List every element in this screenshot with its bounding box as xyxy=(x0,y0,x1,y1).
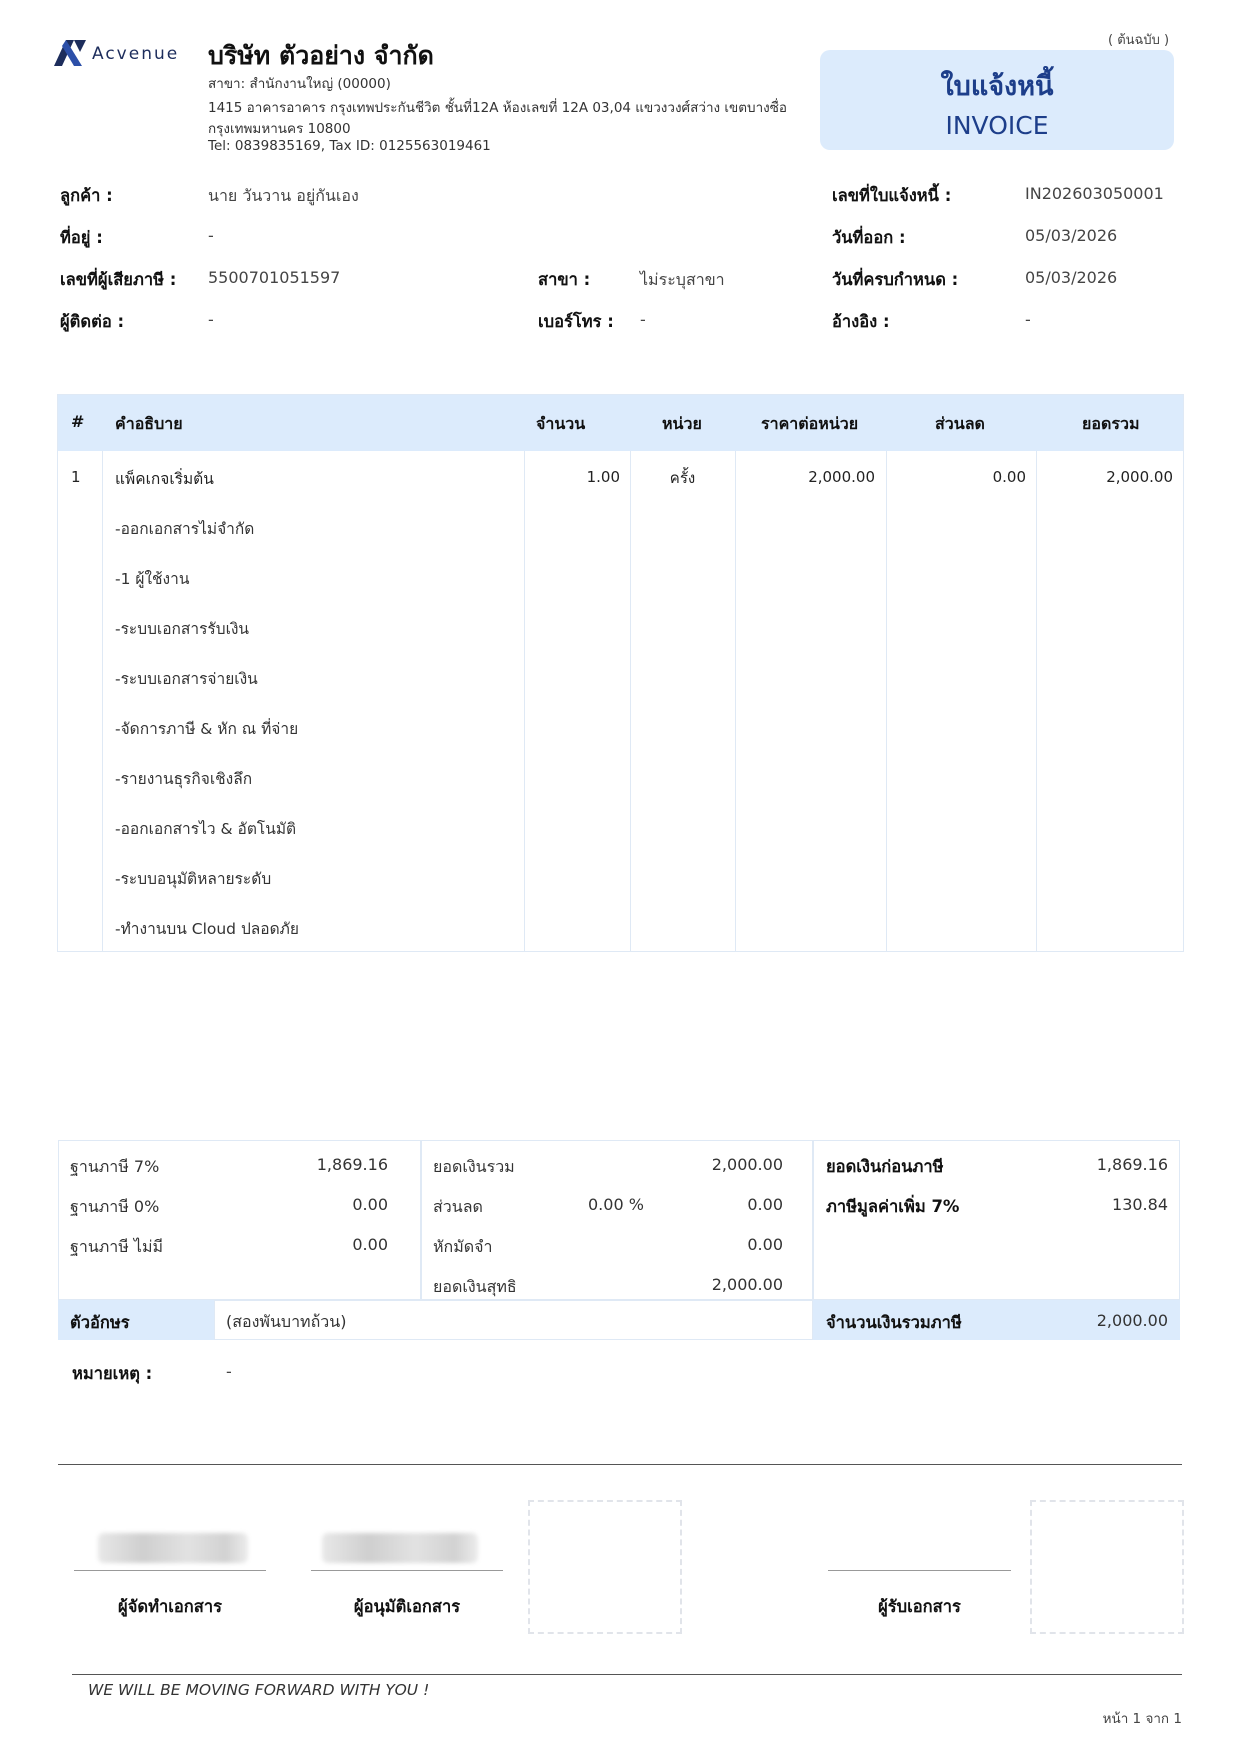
approved-by-label: ผู้อนุมัติเอกสาร xyxy=(353,1597,461,1616)
deposit-label: หักมัดจำ xyxy=(433,1237,493,1256)
branch-value: ไม่ระบุสาขา xyxy=(640,270,725,289)
row-detail-line: -ออกเอกสารไว & อัตโนมัติ xyxy=(115,820,297,838)
deposit-value: 0.00 xyxy=(747,1235,783,1254)
phone-label: เบอร์โทร : xyxy=(538,312,614,331)
company-contact: Tel: 0839835169, Tax ID: 0125563019461 xyxy=(208,138,491,154)
column-header-total: ยอดรวม xyxy=(1082,414,1140,433)
row-detail-line: -ระบบเอกสารจ่ายเงิน xyxy=(115,670,258,688)
vat-value: 130.84 xyxy=(1112,1195,1168,1214)
discount-percent: 0.00 % xyxy=(588,1195,644,1214)
approved-by-signature xyxy=(322,1533,478,1563)
footer-divider xyxy=(72,1674,1182,1675)
company-name: บริษัท ตัวอย่าง จำกัด xyxy=(208,41,434,70)
due-date-label: วันที่ครบกำหนด : xyxy=(832,270,959,289)
sum-label: ยอดเงินรวม xyxy=(433,1157,515,1176)
document-title-thai: ใบแจ้งหนี้ xyxy=(940,71,1054,102)
reference-value: - xyxy=(1025,310,1031,329)
remark-value: - xyxy=(226,1362,232,1381)
company-stamp-box xyxy=(528,1500,682,1634)
row-description: แพ็คเกจเริ่มต้น xyxy=(115,470,214,488)
company-address-line-2: กรุงเทพมหานคร 10800 xyxy=(208,121,351,137)
prepared-by-line xyxy=(74,1570,266,1571)
items-table xyxy=(57,394,1184,952)
net-label: ยอดเงินสุทธิ xyxy=(433,1277,517,1296)
row-detail-line: -ระบบอนุมัติหลายระดับ xyxy=(115,870,272,888)
column-divider xyxy=(102,451,103,952)
remark-label: หมายเหตุ : xyxy=(72,1364,153,1383)
row-discount: 0.00 xyxy=(992,468,1026,486)
row-detail-line: -ระบบเอกสารรับเงิน xyxy=(115,620,250,638)
column-divider xyxy=(886,451,887,952)
invoice-number-value: IN202603050001 xyxy=(1025,184,1164,203)
document-title-english: INVOICE xyxy=(945,111,1049,140)
prepared-by-signature xyxy=(98,1533,248,1563)
tax-base-7-label: ฐานภาษี 7% xyxy=(70,1157,160,1176)
row-number: 1 xyxy=(71,468,81,486)
company-branch: สาขา: สำนักงานใหญ่ (00000) xyxy=(208,76,391,92)
tax-base-0-value: 0.00 xyxy=(352,1195,388,1214)
invoice-number-label: เลขที่ใบแจ้งหนี้ : xyxy=(832,186,952,205)
approved-by-line xyxy=(311,1570,503,1571)
row-unit-price: 2,000.00 xyxy=(808,468,875,486)
contact-value: - xyxy=(208,310,214,329)
issue-date-label: วันที่ออก : xyxy=(832,228,906,247)
column-header-unit-price: ราคาต่อหน่วย xyxy=(761,414,859,433)
row-detail-line: -รายงานธุรกิจเชิงลึก xyxy=(115,770,253,788)
copy-label: ( ต้นฉบับ ) xyxy=(1108,33,1170,48)
reference-label: อ้างอิง : xyxy=(832,312,890,331)
row-detail-line: -1 ผู้ใช้งาน xyxy=(115,570,190,588)
prepared-by-label: ผู้จัดทำเอกสาร xyxy=(118,1597,222,1616)
contact-label: ผู้ติดต่อ : xyxy=(60,312,125,331)
address-label: ที่อยู่ : xyxy=(60,228,103,247)
company-address-line-1: 1415 อาคารอาคาร กรุงเทพประกันชีวิต ชั้นที่12A ห้องเลขที่ 12A 03,04 แขวงวงศ์สว่าง เขตบางซื่อ xyxy=(208,100,788,116)
receiver-stamp-box xyxy=(1030,1500,1184,1634)
discount-value: 0.00 xyxy=(747,1195,783,1214)
received-by-label: ผู้รับเอกสาร xyxy=(878,1597,961,1616)
column-divider xyxy=(630,451,631,952)
tax-base-none-label: ฐานภาษี ไม่มี xyxy=(70,1237,164,1256)
logo-text: Acvenue xyxy=(92,44,180,64)
amount-in-words-label: ตัวอักษร xyxy=(70,1313,130,1332)
signature-top-divider xyxy=(58,1464,1182,1465)
branch-label: สาขา : xyxy=(538,270,591,289)
column-header-unit: หน่วย xyxy=(662,414,702,433)
row-detail-line: -จัดการภาษี & หัก ณ ที่จ่าย xyxy=(115,720,299,738)
vat-label: ภาษีมูลค่าเพิ่ม 7% xyxy=(826,1197,960,1216)
received-by-line xyxy=(828,1570,1011,1571)
tax-base-none-value: 0.00 xyxy=(352,1235,388,1254)
row-unit: ครั้ง xyxy=(669,469,696,487)
grand-total-value: 2,000.00 xyxy=(1096,1311,1168,1330)
taxid-label: เลขที่ผู้เสียภาษี : xyxy=(60,270,177,289)
row-detail-line: -ทำงานบน Cloud ปลอดภัย xyxy=(115,920,299,938)
address-value: - xyxy=(208,226,214,245)
net-value: 2,000.00 xyxy=(711,1275,783,1294)
discount-label: ส่วนลด xyxy=(433,1197,483,1216)
phone-value: - xyxy=(640,310,646,329)
page-number: หน้า 1 จาก 1 xyxy=(1102,1711,1182,1727)
column-header-number: # xyxy=(71,412,85,431)
document-title-box xyxy=(820,50,1174,150)
totals-section xyxy=(58,1140,1180,1340)
row-total: 2,000.00 xyxy=(1106,468,1173,486)
taxid-value: 5500701051597 xyxy=(208,268,341,287)
footer-slogan: WE WILL BE MOVING FORWARD WITH YOU ! xyxy=(88,1681,430,1699)
due-date-value: 05/03/2026 xyxy=(1025,268,1118,287)
sum-value: 2,000.00 xyxy=(711,1155,783,1174)
pretax-label: ยอดเงินก่อนภาษี xyxy=(826,1157,944,1176)
amount-in-words-value: (สองพันบาทถ้วน) xyxy=(226,1312,347,1331)
row-detail-line: -ออกเอกสารไม่จำกัด xyxy=(115,520,255,538)
column-header-quantity: จำนวน xyxy=(536,414,586,433)
pretax-value: 1,869.16 xyxy=(1096,1155,1168,1174)
column-divider xyxy=(735,451,736,952)
tax-base-7-value: 1,869.16 xyxy=(316,1155,388,1174)
row-quantity: 1.00 xyxy=(586,468,620,486)
tax-base-0-label: ฐานภาษี 0% xyxy=(70,1197,160,1216)
customer-value: นาย วันวาน อยู่กันเอง xyxy=(208,186,359,205)
column-header-discount: ส่วนลด xyxy=(935,414,985,433)
company-logo-icon xyxy=(52,38,90,72)
grand-total-label: จำนวนเงินรวมภาษี xyxy=(826,1313,962,1332)
column-header-description: คำอธิบาย xyxy=(115,414,183,433)
items-table-header xyxy=(58,395,1183,451)
customer-label: ลูกค้า : xyxy=(60,186,113,205)
column-divider xyxy=(1036,451,1037,952)
column-divider xyxy=(524,451,525,952)
issue-date-value: 05/03/2026 xyxy=(1025,226,1118,245)
